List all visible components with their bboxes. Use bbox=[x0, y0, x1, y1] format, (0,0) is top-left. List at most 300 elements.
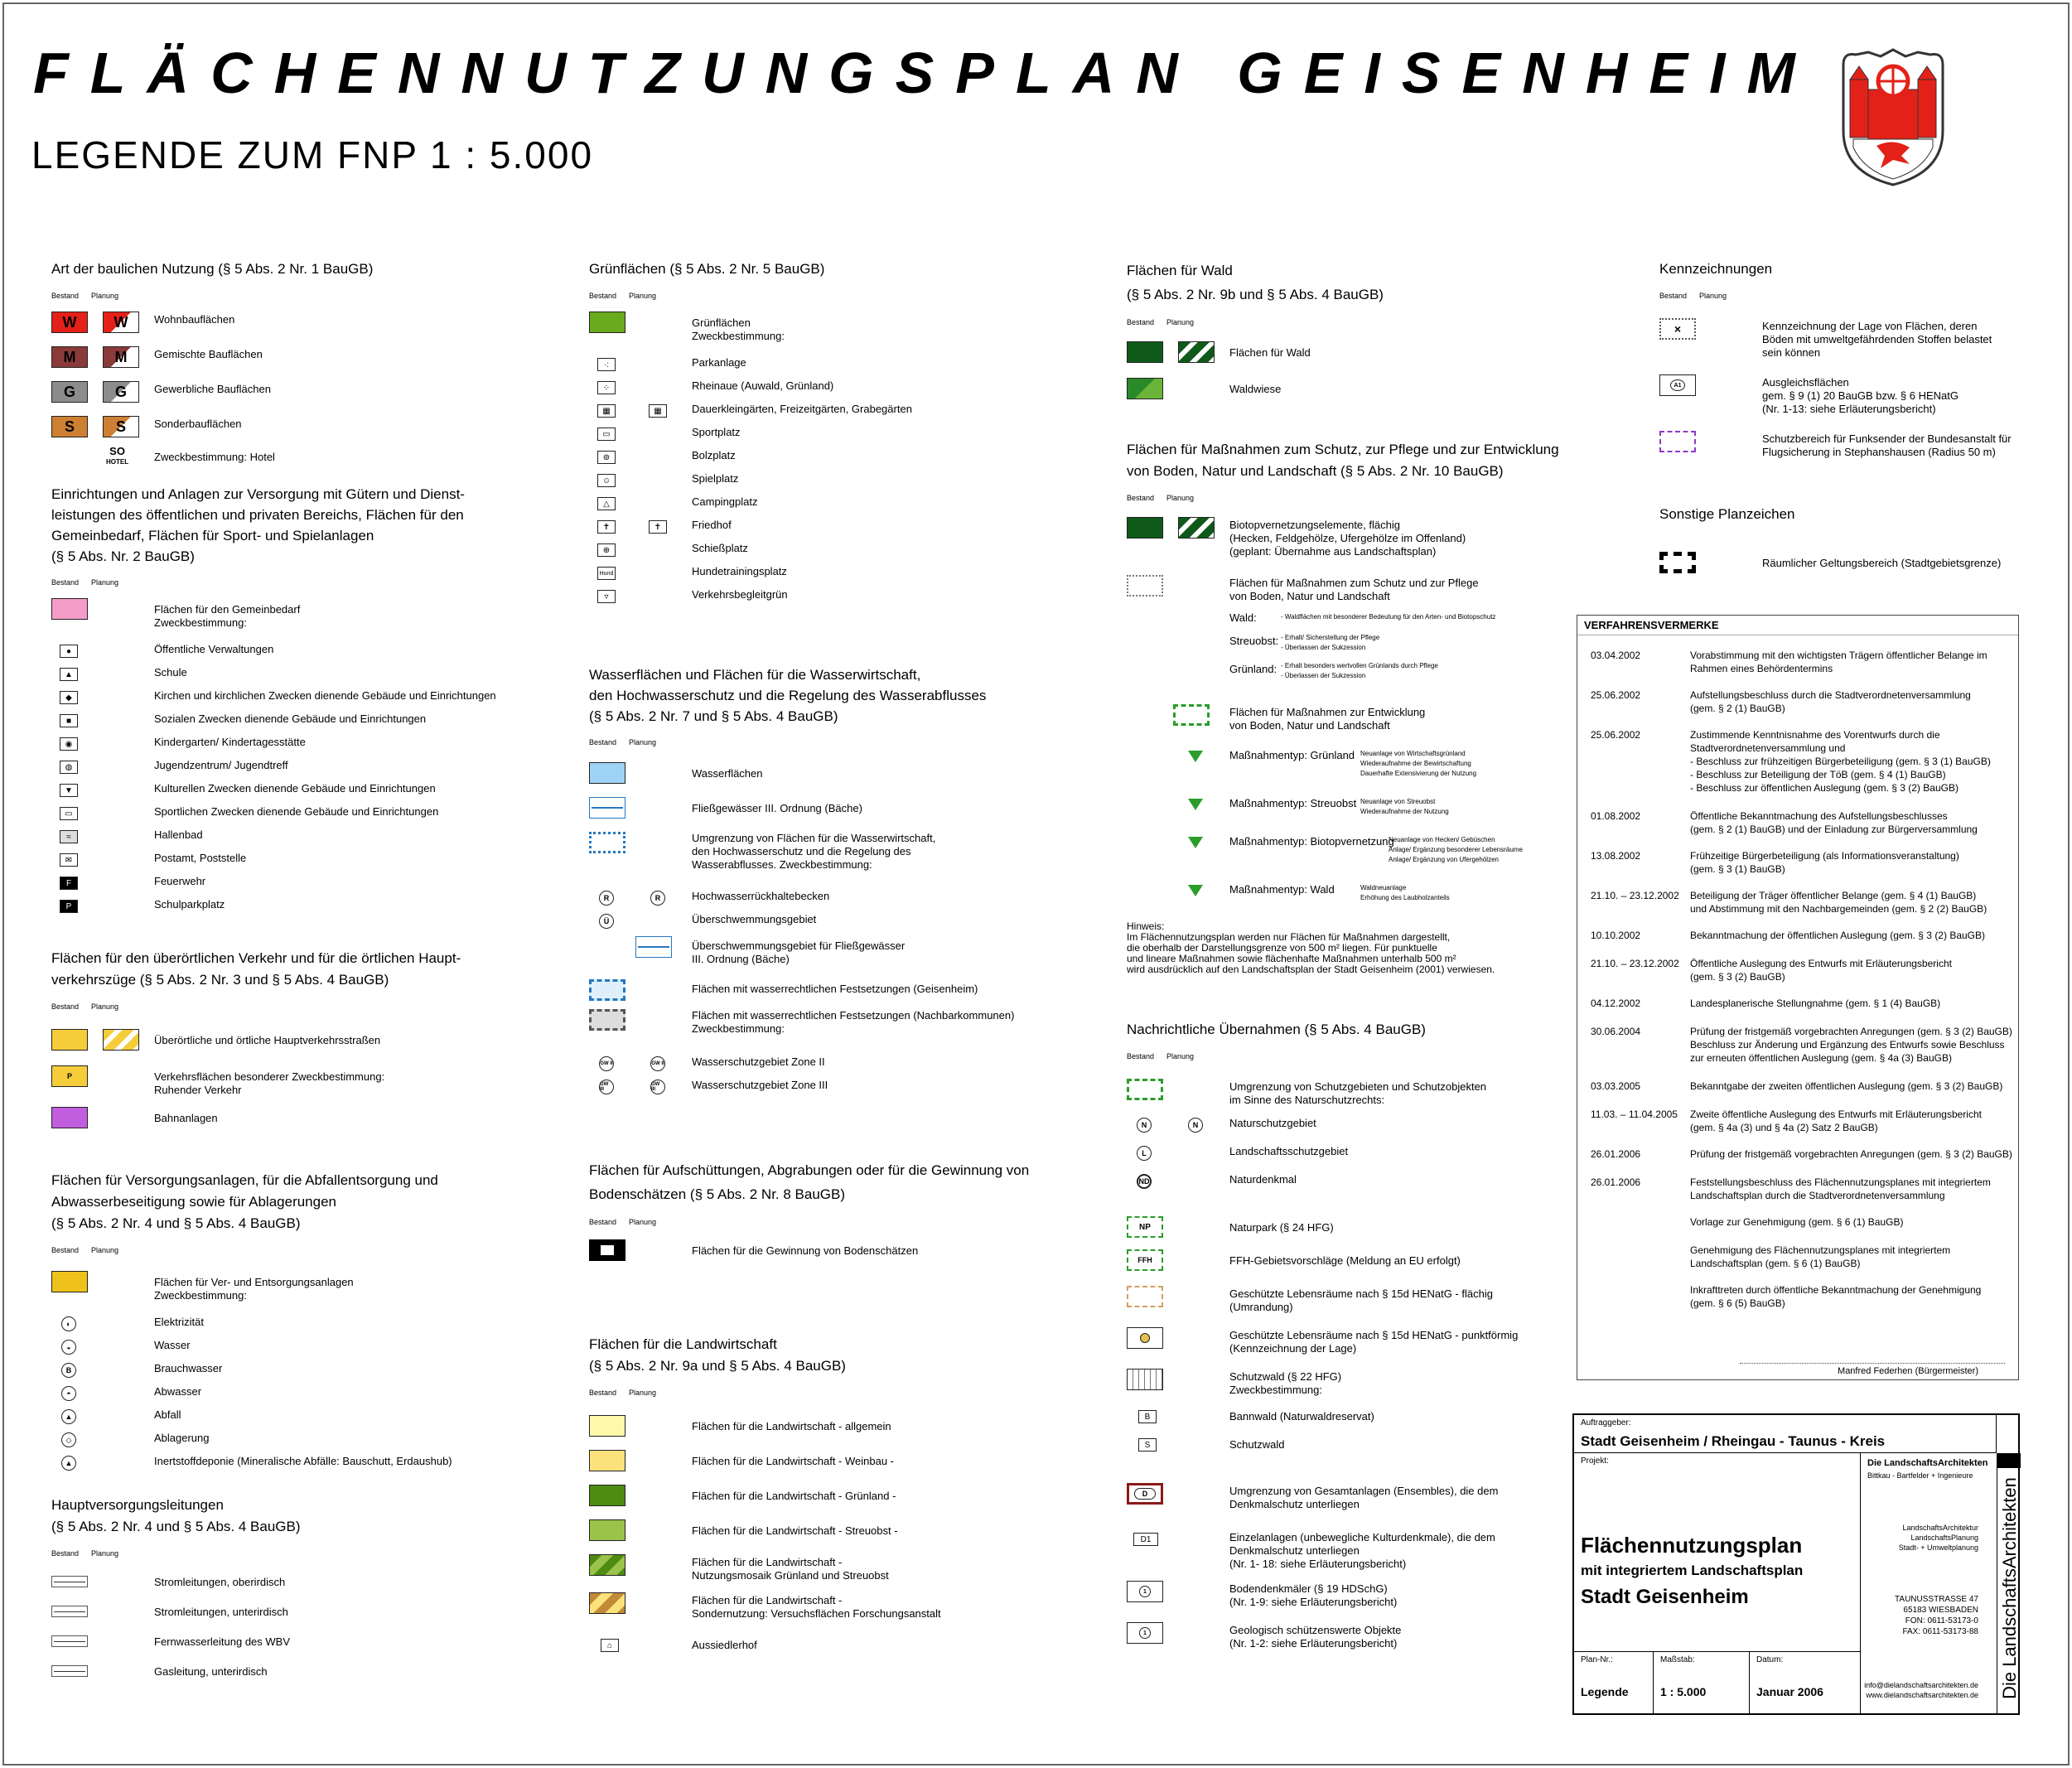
ueberschwemmung-bach-swatch bbox=[635, 936, 672, 958]
legend-label: Biotopvernetzungselemente, flächig bbox=[1229, 519, 1400, 531]
heading-line: (§ 5 Abs. 2 Nr. 4 und § 5 Abs. 4 BauGB) bbox=[51, 1519, 301, 1534]
verfahren-text bbox=[1690, 889, 2013, 915]
heading-line: (§ 5 Abs. 2 Nr. 9b und § 5 Abs. 4 BauGB) bbox=[1127, 287, 1384, 302]
wald-planung-swatch bbox=[1178, 341, 1215, 363]
legend-label: sein können bbox=[1762, 346, 1821, 359]
land-sonder-swatch bbox=[589, 1592, 625, 1614]
plan-nr-label: Plan-Nr.: bbox=[1581, 1655, 1613, 1664]
section-gemeinbedarf bbox=[51, 484, 465, 590]
label-bestand: Bestand bbox=[51, 1002, 80, 1011]
verfahren-text-line: Feststellungsbeschluss des Flächennutzungsplanes mit integriertem bbox=[1690, 1176, 1991, 1188]
legend-label: Elektrizität bbox=[154, 1316, 204, 1328]
label-planung: Planung bbox=[1699, 292, 1727, 300]
firm-service: LandschaftsPlanung bbox=[1910, 1534, 1978, 1542]
legend-label: Stromleitungen, unterirdisch bbox=[154, 1606, 288, 1618]
legend-label: Überschwemmungsgebiet bbox=[692, 913, 817, 925]
legend-label: Gemischte Bauflächen bbox=[154, 348, 263, 360]
verfahren-text bbox=[1690, 1244, 2013, 1270]
legend-label: Hallenbad bbox=[154, 828, 203, 841]
legend-subtitle: LEGENDE ZUM FNP 1 : 5.000 bbox=[31, 133, 594, 176]
legend-label: Gasleitung, unterirdisch bbox=[154, 1665, 268, 1678]
wald-text: - Waldflächen mit besonderer Bedeutung für den Arten- und Biotopschutz bbox=[1281, 613, 1496, 621]
legend-label: Denkmalschutz unterliegen bbox=[1229, 1498, 1360, 1510]
datum-label: Datum: bbox=[1756, 1655, 1784, 1664]
schule-icon: ▲ bbox=[60, 668, 78, 681]
legend-label: gem. § 9 (1) 20 BauGB bzw. § 6 HENatG bbox=[1762, 389, 1959, 402]
massnahme-biotop-icon bbox=[1188, 837, 1203, 848]
legend-label: im Sinne des Naturschutzrechts: bbox=[1229, 1094, 1385, 1106]
type-text: Neuanlage von Streuobst bbox=[1360, 798, 1436, 805]
land-weinbau-swatch bbox=[589, 1450, 625, 1471]
legend-label: Umgrenzung von Gesamtanlagen (Ensembles), die dem bbox=[1229, 1485, 1499, 1497]
verfahren-text-line: (gem. § 4a (3) und § 4a (2) Satz 2 BauGB) bbox=[1690, 1122, 1878, 1133]
legend-label: Überschwemmungsgebiet für Fließgewässer bbox=[692, 940, 906, 952]
land-mosaik-swatch bbox=[589, 1554, 625, 1576]
bodenschaetze-swatch bbox=[589, 1239, 625, 1261]
verfahren-date: 26.01.2006 bbox=[1591, 1148, 1641, 1160]
verfahren-date: 25.06.2002 bbox=[1591, 729, 1641, 741]
schiessplatz-icon: ⊕ bbox=[597, 543, 616, 557]
wasser-swatch bbox=[589, 762, 625, 784]
wasserwirtschaft-swatch bbox=[589, 832, 625, 853]
legend-label: Schutzbereich für Funksender der Bundesanstalt für bbox=[1762, 432, 2012, 445]
legend-row-misch bbox=[51, 346, 565, 373]
legend-label: Bolzplatz bbox=[692, 449, 736, 461]
heading-line: Flächen für die Landwirtschaft bbox=[589, 1336, 777, 1352]
kirche-icon: ◆ bbox=[60, 691, 78, 704]
projekt-label: Projekt: bbox=[1581, 1456, 1609, 1466]
verfahren-date: 21.10. – 23.12.2002 bbox=[1591, 958, 1679, 969]
legend-label: Flächen für Wald bbox=[1229, 346, 1311, 359]
legend-label: Umgrenzung von Schutzgebieten und Schutzobjekten bbox=[1229, 1080, 1487, 1093]
legend-label: Geologisch schützenswerte Objekte bbox=[1229, 1624, 1402, 1636]
legend-label: Flächen für die Landwirtschaft - bbox=[692, 1594, 843, 1606]
verfahren-text-line: Inkrafttreten durch öffentliche Bekanntmachung der Genehmigung bbox=[1690, 1284, 1982, 1296]
label-bestand: Bestand bbox=[51, 1549, 80, 1558]
section-wald bbox=[1127, 258, 1384, 330]
legend-label: Maßnahmentyp: Wald bbox=[1229, 883, 1335, 896]
legend-label: Flächen für Maßnahmen zur Entwicklung bbox=[1229, 706, 1426, 718]
section-sonstige bbox=[1659, 504, 1795, 525]
massstab-label: Maßstab: bbox=[1660, 1655, 1695, 1664]
schutz-pflege-swatch bbox=[1127, 575, 1163, 597]
legend-label: Landschaftsschutzgebiet bbox=[1229, 1145, 1349, 1157]
legend-label: Böden mit umweltgefährdenden Stoffen belastet bbox=[1762, 333, 1992, 345]
type-text: Anlage/ Ergänzung von Ufergehölzen bbox=[1389, 856, 1499, 863]
section-bauliche-nutzung bbox=[51, 258, 373, 303]
legend-label: Aussiedlerhof bbox=[692, 1639, 757, 1651]
ensemble-swatch bbox=[1127, 1483, 1163, 1505]
verfahren-text-line: Prüfung der fristgemäß vorgebrachten Anregungen (gem. § 3 (2) BauGB) bbox=[1690, 1026, 2012, 1037]
section-aufschuettungen bbox=[589, 1158, 1029, 1229]
lebensraum-punkt-swatch bbox=[1127, 1327, 1163, 1349]
coat-of-arms-icon bbox=[1835, 48, 1951, 189]
heading-line: Bodenschätzen (§ 5 Abs. 2 Nr. 8 BauGB) bbox=[589, 1186, 846, 1202]
firm-address: FON: 0611-53173-0 bbox=[1905, 1616, 1978, 1625]
legend-label: Sportlichen Zwecken dienende Gebäude und Einrichtungen bbox=[154, 805, 439, 818]
wald-label: Wald: bbox=[1229, 611, 1257, 624]
heading-line: (§ 5 Abs. 2 Nr. 9a und § 5 Abs. 4 BauGB) bbox=[589, 1358, 846, 1374]
legend-label: Flächen für die Landwirtschaft - bbox=[692, 1556, 843, 1568]
verfahren-text-line: Bekanntgabe der zweiten öffentlichen Auslegung (gem. § 3 (2) BauGB) bbox=[1690, 1080, 2003, 1092]
abfall-icon: ▲ bbox=[61, 1409, 76, 1424]
label-planung: Planung bbox=[91, 1002, 119, 1011]
strasse-planung-swatch bbox=[103, 1029, 139, 1051]
wasserrecht-nachbar-swatch bbox=[589, 1009, 625, 1031]
legend-label: Rheinaue (Auwald, Grünland) bbox=[692, 379, 834, 392]
legend-label: Abwasser bbox=[154, 1385, 202, 1398]
legend-row-ruhend bbox=[51, 1065, 565, 1099]
verfahren-text-line: Frühzeitige Bürgerbeteiligung (als Informationsveranstaltung) bbox=[1690, 850, 1959, 862]
buergermeister-signature: Manfred Federhen (Bürgermeister) bbox=[1838, 1366, 1978, 1376]
legend-label: Gewerbliche Bauflächen bbox=[154, 383, 271, 395]
label-planung: Planung bbox=[91, 292, 119, 300]
legend-label: Spielplatz bbox=[692, 472, 739, 485]
legend-label: (Nr. 1- 18: siehe Erläuterungsbericht) bbox=[1229, 1558, 1407, 1570]
legend-label: den Hochwasserschutz und die Regelung des bbox=[692, 845, 911, 857]
nsg-planung-icon: N bbox=[1188, 1118, 1203, 1133]
verfahren-date: 13.08.2002 bbox=[1591, 850, 1641, 862]
spielplatz-icon: ☺ bbox=[597, 474, 616, 487]
label-planung: Planung bbox=[629, 292, 657, 300]
legend-label: Flächen mit wasserrechtlichen Festsetzungen (Geisenheim) bbox=[692, 983, 978, 995]
post-icon: ✉ bbox=[60, 853, 78, 867]
rheinaue-icon: ⁘ bbox=[597, 381, 616, 394]
lebensraum-flaechig-swatch bbox=[1127, 1286, 1163, 1307]
legend-label: Hochwasserrückhaltebecken bbox=[692, 890, 830, 902]
heading-line: Flächen für den überörtlichen Verkehr und für die örtlichen Haupt- bbox=[51, 950, 461, 966]
camping-icon: △ bbox=[597, 497, 616, 510]
verkehrsgruen-icon: ▿ bbox=[597, 590, 616, 603]
legend-label: Schutzwald bbox=[1229, 1438, 1285, 1451]
section-versorgung bbox=[51, 1170, 438, 1258]
heading-line: Abwasserbeseitigung sowie für Ablagerungen bbox=[51, 1194, 337, 1210]
parkplatz-icon: P bbox=[60, 900, 78, 913]
label-planung: Planung bbox=[1166, 494, 1195, 502]
symbol-planung: G bbox=[103, 381, 139, 403]
type-text: Waldneuanlage bbox=[1360, 884, 1407, 891]
rueckhaltebecken-planung-icon: R bbox=[650, 891, 665, 906]
section-heading: Sonstige Planzeichen bbox=[1659, 506, 1795, 522]
gas-line bbox=[51, 1665, 88, 1677]
legend-label: Zweckbestimmung: bbox=[1229, 1384, 1322, 1396]
legend-row-gruen bbox=[589, 312, 1103, 345]
heading-line: Flächen für Maßnahmen zum Schutz, zur Pflege und zur Entwicklung bbox=[1127, 442, 1559, 457]
section-nachrichtlich bbox=[1127, 1019, 1426, 1064]
streuobst-label: Streuobst: bbox=[1229, 635, 1279, 647]
section-wasser bbox=[589, 664, 986, 750]
strom-oberirdisch-line bbox=[51, 1576, 88, 1587]
legend-label: Naturpark (§ 24 HFG) bbox=[1229, 1221, 1334, 1234]
wasserrecht-geisenheim-swatch bbox=[589, 979, 625, 1001]
legend-label: Ruhender Verkehr bbox=[154, 1084, 242, 1096]
verfahren-text bbox=[1690, 849, 2013, 876]
wsg2-planung-icon: GW II bbox=[650, 1056, 665, 1071]
type-text: Neuanlage von Hecken/ Gebüschen bbox=[1389, 836, 1495, 843]
verfahren-text-line: Stadtverordnetenversammlung und bbox=[1690, 742, 1846, 754]
versorgung-swatch bbox=[51, 1271, 88, 1292]
legend-label: Zweckbestimmung: bbox=[154, 1289, 247, 1302]
auftraggeber-value: Stadt Geisenheim / Rheingau - Taunus - Kreis bbox=[1581, 1433, 1886, 1449]
section-heading: Art der baulichen Nutzung (§ 5 Abs. 2 Nr. 1 BauGB) bbox=[51, 261, 374, 277]
legend-label: Zweckbestimmung: bbox=[692, 1022, 785, 1035]
legend-label: Wohnbauflächen bbox=[154, 313, 235, 326]
verfahren-text bbox=[1690, 1283, 2013, 1310]
hotel-symbol: HOTEL bbox=[106, 458, 129, 466]
gruenland-text: - Überlassen der Sukzession bbox=[1281, 672, 1366, 679]
heading-line: Einrichtungen und Anlagen zur Versorgung mit Gütern und Dienst- bbox=[51, 486, 465, 502]
waldwiese-swatch bbox=[1127, 378, 1163, 399]
firm-service: LandschaftsArchitektur bbox=[1902, 1524, 1978, 1532]
legend-label: Kulturellen Zwecken dienende Gebäude und Einrichtungen bbox=[154, 782, 436, 795]
section-landwirtschaft bbox=[589, 1334, 846, 1400]
entwicklung-swatch bbox=[1173, 704, 1210, 726]
land-allgemein-swatch bbox=[589, 1415, 625, 1437]
biotop-planung-swatch bbox=[1178, 517, 1215, 539]
verfahren-text-line: zur erneuten öffentlichen Auslegung (gem. § 4a (3) BauGB) bbox=[1690, 1052, 1952, 1064]
label-planung: Planung bbox=[91, 1549, 119, 1558]
aussiedlerhof-icon: ⌂ bbox=[601, 1639, 619, 1652]
verfahren-text-line: Bekanntmachung der öffentlichen Auslegung (gem. § 3 (2) BauGB) bbox=[1690, 930, 1985, 941]
legend-label: Sportplatz bbox=[692, 426, 741, 438]
legend-label: Brauchwasser bbox=[154, 1362, 223, 1374]
verfahren-text-line: (gem. § 3 (1) BauGB) bbox=[1690, 863, 1785, 875]
biotop-swatch bbox=[1127, 517, 1163, 539]
verfahren-text bbox=[1690, 957, 2013, 983]
legend-label: Umgrenzung von Flächen für die Wasserwirtschaft, bbox=[692, 832, 936, 844]
naturpark-swatch: NP bbox=[1127, 1216, 1163, 1238]
verfahren-text-line: (gem. § 6 (5) BauGB) bbox=[1690, 1297, 1785, 1309]
so-symbol: SO bbox=[109, 445, 125, 457]
verfahrensvermerke-box bbox=[1577, 615, 2019, 1380]
hallenbad-icon: ≈ bbox=[60, 830, 78, 843]
symbol-bestand: S bbox=[51, 416, 88, 437]
feuerwehr-icon: F bbox=[60, 877, 78, 890]
geologisch-icon: 1 bbox=[1139, 1627, 1151, 1639]
gruen-swatch bbox=[589, 312, 625, 333]
label-bestand: Bestand bbox=[51, 578, 80, 587]
kleingarten-planung-icon: ▦ bbox=[649, 404, 667, 418]
legend-label: (Nr. 1-13: siehe Erläuterungsbericht) bbox=[1762, 403, 1936, 415]
section-heading: Nachrichtliche Übernahmen (§ 5 Abs. 4 BauGB) bbox=[1127, 1022, 1426, 1037]
legend-label: Abfall bbox=[154, 1408, 181, 1421]
legend-label: Wasserflächen bbox=[692, 767, 763, 780]
legend-label: (Nr. 1-9: siehe Erläuterungsbericht) bbox=[1229, 1596, 1398, 1608]
legend-label: Wasser bbox=[154, 1339, 191, 1351]
legend-label: (Nr. 1-2: siehe Erläuterungsbericht) bbox=[1229, 1637, 1398, 1650]
ablagerung-icon: ◇ bbox=[61, 1432, 76, 1447]
legend-label: von Boden, Natur und Landschaft bbox=[1229, 590, 1390, 602]
verfahren-text bbox=[1690, 1108, 2013, 1134]
legend-label: Maßnahmentyp: Grünland bbox=[1229, 749, 1355, 761]
bodendenkmal-icon: 1 bbox=[1139, 1586, 1151, 1597]
symbol-planung: W bbox=[103, 312, 139, 333]
sozial-icon: ■ bbox=[60, 714, 78, 727]
projekt-line-2: mit integriertem Landschaftsplan bbox=[1581, 1563, 1804, 1578]
hinweis-line: die oberhalb der Darstellungsgrenze von 500 m² liegen. Für punktuelle bbox=[1127, 942, 1437, 954]
firm-address: TAUNUSSTRASSE 47 bbox=[1895, 1595, 1978, 1604]
legend-label: Naturdenkmal bbox=[1229, 1173, 1297, 1186]
verfahren-text bbox=[1690, 1215, 2013, 1229]
schutzgebiet-swatch bbox=[1127, 1079, 1163, 1100]
heading-line: Hauptversorgungsleitungen bbox=[51, 1497, 224, 1513]
funksender-swatch bbox=[1659, 431, 1696, 452]
verfahren-text-line: Zustimmende Kenntnisnahme des Vorentwurfs durch die bbox=[1690, 729, 1940, 741]
section-heading: Kennzeichnungen bbox=[1659, 261, 1773, 277]
legend-label: Flugsicherung in Stephanshausen (Radius 50 m) bbox=[1762, 446, 1996, 458]
legend-label: Überörtliche und örtliche Hauptverkehrsstraßen bbox=[154, 1034, 381, 1046]
main-title: FLÄCHENNUTZUNGSPLAN GEISENHEIM bbox=[33, 41, 1817, 105]
verfahren-date: 21.10. – 23.12.2002 bbox=[1591, 890, 1679, 901]
section-gruenflaechen bbox=[589, 258, 824, 303]
legend-label: Sonderbauflächen bbox=[154, 418, 242, 430]
verfahren-text bbox=[1690, 688, 2013, 715]
firm-address: FAX: 0611-53173-88 bbox=[1902, 1627, 1978, 1636]
heading-line: (§ 5 Abs. 2 Nr. 7 und § 5 Abs. 4 BauGB) bbox=[589, 708, 838, 724]
legend-row-gewerbe bbox=[51, 381, 565, 408]
legend-row-sonder bbox=[51, 416, 565, 442]
geologisch-swatch bbox=[1127, 1622, 1163, 1644]
hinweis-line: Im Flächennutzungsplan werden nur Flächen für Maßnahmen dargestellt, bbox=[1127, 931, 1451, 943]
verfahren-date: 26.01.2006 bbox=[1591, 1176, 1641, 1188]
heading-line: den Hochwasserschutz und die Regelung des Wasserabflusses bbox=[589, 688, 987, 703]
legend-label: Räumlicher Geltungsbereich (Stadtgebietsgrenze) bbox=[1762, 557, 2002, 569]
legend-label: Schießplatz bbox=[692, 542, 748, 554]
legend-label: Flächen für Ver- und Entsorgungsanlagen bbox=[154, 1276, 354, 1288]
label-planung: Planung bbox=[629, 1218, 657, 1226]
hund-icon: Hund bbox=[597, 567, 616, 580]
legend-label: von Boden, Natur und Landschaft bbox=[1229, 719, 1390, 732]
auftraggeber-label: Auftraggeber: bbox=[1581, 1418, 1631, 1427]
verfahren-text-line: Landschaftsplan (gem. § 6 (1) BauGB) bbox=[1690, 1258, 1861, 1269]
verfahren-text bbox=[1690, 1025, 2013, 1065]
verfahren-text bbox=[1690, 728, 2013, 795]
lsg-icon: L bbox=[1137, 1146, 1152, 1161]
parkanlage-icon: ·: bbox=[597, 358, 616, 371]
legend-label: Campingplatz bbox=[692, 495, 758, 508]
label-bestand: Bestand bbox=[51, 292, 80, 300]
symbol-bestand: G bbox=[51, 381, 88, 403]
heading-line: (§ 5 Abs. Nr. 2 BauGB) bbox=[51, 548, 195, 564]
hinweis-line: und lineare Maßnahmen sowie flächenhafte Maßnahmen unterhalb 500 m² bbox=[1127, 953, 1456, 964]
verfahren-date: 25.06.2002 bbox=[1591, 689, 1641, 701]
verfahren-text-line: Öffentliche Auslegung des Entwurfs mit Erläuterungsbericht bbox=[1690, 958, 1952, 969]
verfahren-text-line: (gem. § 2 (1) BauGB) bbox=[1690, 703, 1785, 714]
verwaltung-icon: ● bbox=[60, 645, 78, 658]
verfahren-date: 01.08.2002 bbox=[1591, 810, 1641, 822]
heading-line: Flächen für Wald bbox=[1127, 263, 1233, 278]
legend-label: Flächen für die Landwirtschaft - allgemein bbox=[692, 1420, 891, 1432]
massnahme-streuobst-icon bbox=[1188, 799, 1203, 810]
legend-label: Verkehrsflächen besonderer Zweckbestimmung: bbox=[154, 1070, 385, 1083]
legend-label: Sondernutzung: Versuchsflächen Forschungsanstalt bbox=[692, 1607, 941, 1620]
verfahren-text-line: - Beschluss zur öffentlichen Auslegung (gem. § 3 (2) BauGB) bbox=[1690, 782, 1958, 794]
verfahren-text-line: Landschaftsplan durch die Stadtverordnetenversammlung bbox=[1690, 1190, 1945, 1201]
verfahren-text-line: Zweite öffentliche Auslegung des Entwurfs mit Erläuterungsbericht bbox=[1690, 1109, 1982, 1120]
verfahren-text-line: Aufstellungsbeschluss durch die Stadtverordnetenversammlung bbox=[1690, 689, 1971, 701]
hinweis-block bbox=[1127, 921, 1558, 988]
sport-icon: ▭ bbox=[60, 807, 78, 820]
legend-label: Kindergarten/ Kindertagesstätte bbox=[154, 736, 306, 748]
legend-label: Bodendenkmäler (§ 19 HDSchG) bbox=[1229, 1582, 1388, 1595]
nsg-icon: N bbox=[1137, 1118, 1152, 1133]
verfahren-text-line: Genehmigung des Flächennutzungsplanes mit integriertem bbox=[1690, 1244, 1951, 1256]
legend-row-gemeinbedarf bbox=[51, 598, 565, 631]
label-bestand: Bestand bbox=[1127, 494, 1155, 502]
legend-label: Zweckbestimmung: bbox=[154, 616, 247, 629]
firm-website: www.dielandschaftsarchitekten.de bbox=[1866, 1691, 1978, 1699]
legend-label: Nutzungsmosaik Grünland und Streuobst bbox=[692, 1569, 889, 1582]
ueberschwemmung-icon: Ü bbox=[599, 914, 614, 929]
legend-label: Flächen für die Landwirtschaft - Weinbau - bbox=[692, 1455, 894, 1467]
hinweis-line: wird ausdrücklich auf den Landschaftsplan der Stadt Geisenheim (2001) verwiesen. bbox=[1127, 964, 1495, 975]
label-planung: Planung bbox=[91, 1246, 119, 1254]
legend-label: Flächen für den Gemeinbedarf bbox=[154, 603, 301, 616]
verfahren-text-line: Vorabstimmung mit den wichtigsten Trägern öffentlicher Belange im bbox=[1690, 650, 1987, 661]
legend-label: Geschützte Lebensräume nach § 15d HENatG - punktförmig bbox=[1229, 1329, 1519, 1341]
strom-unterirdisch-line bbox=[51, 1606, 88, 1617]
legend-label: Parkanlage bbox=[692, 356, 746, 369]
heading-line: Gemeinbedarf, Flächen für Sport- und Spielanlagen bbox=[51, 528, 374, 543]
type-text: Neuanlage von Wirtschaftsgrünland bbox=[1360, 750, 1466, 757]
naturdenkmal-icon: ND bbox=[1137, 1174, 1152, 1189]
ausgleich-swatch bbox=[1659, 374, 1696, 396]
firm-address: 65183 WIESBADEN bbox=[1903, 1606, 1978, 1615]
legend-label: Waldwiese bbox=[1229, 383, 1282, 395]
section-massnahmen bbox=[1127, 439, 1559, 505]
legend-label: Maßnahmentyp: Biotopvernetzung bbox=[1229, 835, 1394, 848]
heading-line: Wasserflächen und Flächen für die Wasserwirtschaft, bbox=[589, 667, 921, 683]
legend-label: Flächen für die Landwirtschaft - Streuobst - bbox=[692, 1524, 898, 1537]
legend-label: Flächen für Maßnahmen zum Schutz und zur Pflege bbox=[1229, 577, 1479, 589]
legend-label: Kirchen und kirchlichen Zwecken dienende Gebäude und Einrichtungen bbox=[154, 689, 496, 702]
legend-label: Jugendzentrum/ Jugendtreff bbox=[154, 759, 288, 771]
legend-label: Sozialen Zwecken dienende Gebäude und Einrichtungen bbox=[154, 713, 427, 725]
streuobst-text: - Überlassen der Sukzession bbox=[1281, 644, 1366, 651]
verfahren-text bbox=[1690, 809, 2013, 836]
legend-label: Zweckbestimmung: bbox=[692, 330, 785, 342]
title-block bbox=[1572, 1413, 2020, 1715]
streuobst-text: - Erhalt/ Sicherstellung der Pflege bbox=[1281, 634, 1380, 641]
label-planung: Planung bbox=[91, 578, 119, 587]
label-planung: Planung bbox=[1166, 318, 1195, 326]
kultur-icon: ▼ bbox=[60, 784, 78, 797]
bahn-swatch bbox=[51, 1107, 88, 1128]
brauchwasser-icon: B bbox=[61, 1363, 76, 1378]
wasser-icon: ◒ bbox=[61, 1340, 76, 1355]
datum-value: Januar 2006 bbox=[1756, 1685, 1823, 1698]
legend-label: Stromleitungen, oberirdisch bbox=[154, 1576, 286, 1588]
gruenland-text: - Erhalt besonders wertvollen Grünlands durch Pflege bbox=[1281, 662, 1438, 669]
verfahren-text bbox=[1690, 649, 2013, 675]
inertstoff-icon: ▲ bbox=[61, 1456, 76, 1471]
kindergarten-icon: ◉ bbox=[60, 737, 78, 751]
land-streuobst-swatch bbox=[589, 1519, 625, 1541]
verfahren-text-line: Beteiligung der Träger öffentlicher Belange (gem. § 4 (1) BauGB) bbox=[1690, 890, 1977, 901]
legend-label: (Hecken, Feldgehölze, Ufergehölze im Offenland) bbox=[1229, 532, 1466, 544]
fliessgewaesser-swatch bbox=[589, 797, 625, 819]
legend-label: Postamt, Poststelle bbox=[154, 852, 247, 864]
firm-email: info@dielandschaftsarchitekten.de bbox=[1864, 1681, 1978, 1689]
legend-label: Schule bbox=[154, 666, 187, 679]
label-bestand: Bestand bbox=[589, 292, 617, 300]
verfahren-text-line: (gem. § 2 (1) BauGB) und der Einladung zur Bürgerversammlung bbox=[1690, 824, 1978, 835]
altlast-swatch: × bbox=[1659, 318, 1696, 340]
verfahren-text-line: Beschluss zur Änderung und Ergänzung des Entwurfs sowie Beschluss bbox=[1690, 1039, 2005, 1051]
verfahren-text-line: Prüfung der fristgemäß vorgebrachten Anregungen (gem. § 3 (2) BauGB) bbox=[1690, 1148, 2012, 1160]
legend-label: III. Ordnung (Bäche) bbox=[692, 953, 790, 965]
schutzwald-icon: S bbox=[1138, 1438, 1157, 1452]
